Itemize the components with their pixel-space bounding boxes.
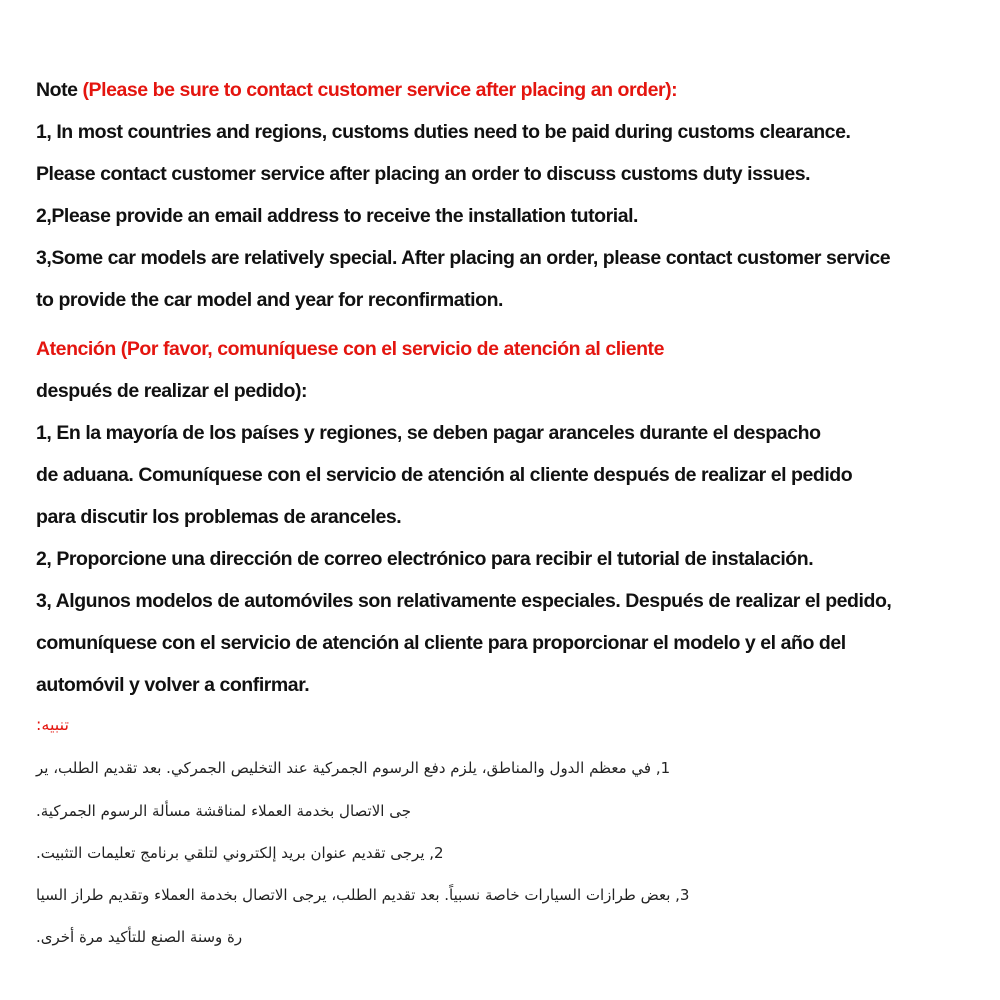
note-warning: (Please be sure to contact customer service after placing an order): xyxy=(77,79,678,101)
spanish-item-1-cont-b: para discutir los problemas de aranceles. xyxy=(36,506,402,528)
note-label: Note xyxy=(36,79,78,101)
arabic-item-2: 2, يرجى تقديم عنوان بريد إلكتروني لتلقي برنامج تعليمات التثبيت. xyxy=(36,844,444,862)
spanish-item-3-cont-a: comuníquese con el servicio de atención al cliente para proporcionar el modelo y el año del xyxy=(36,632,846,654)
arabic-item-3: 3, بعض طرازات السيارات خاصة نسبياً. بعد تقديم الطلب، يرجى الاتصال بخدمة العملاء وتقديم طراز السيا xyxy=(36,886,690,904)
spanish-heading: Atención (Por favor, comuníquese con el servicio de atención al cliente xyxy=(36,338,664,360)
english-item-1: 1, In most countries and regions, customs duties need to be paid during customs clearance. xyxy=(36,121,851,143)
arabic-item-1: 1, في معظم الدول والمناطق، يلزم دفع الرسوم الجمركية عند التخليص الجمركي. بعد تقديم الطلب، ير xyxy=(36,759,671,777)
english-item-3: 3,Some car models are relatively special. After placing an order, please contact customer service xyxy=(36,247,891,269)
arabic-item-1-cont: جى الاتصال بخدمة العملاء لمناقشة مسألة الرسوم الجمركية. xyxy=(36,802,411,820)
english-item-3-cont: to provide the car model and year for reconfirmation. xyxy=(36,289,504,311)
english-item-2: 2,Please provide an email address to receive the installation tutorial. xyxy=(36,205,639,227)
spanish-item-1: 1, En la mayoría de los países y regiones, se deben pagar aranceles durante el despacho xyxy=(36,422,821,444)
spanish-item-2: 2, Proporcione una dirección de correo electrónico para recibir el tutorial de instalación. xyxy=(36,548,814,570)
arabic-heading: تنبيه: xyxy=(36,715,69,734)
spanish-heading-cont: después de realizar el pedido): xyxy=(36,380,308,402)
arabic-item-3-cont: رة وسنة الصنع للتأكيد مرة أخرى. xyxy=(36,928,243,946)
spanish-item-1-cont-a: de aduana. Comuníquese con el servicio de atención al cliente después de realizar el pedido xyxy=(36,464,853,486)
english-note-heading xyxy=(36,78,677,102)
spanish-item-3: 3, Algunos modelos de automóviles son relativamente especiales. Después de realizar el pedido, xyxy=(36,590,892,612)
spanish-item-3-cont-b: automóvil y volver a confirmar. xyxy=(36,674,310,696)
english-item-1-cont: Please contact customer service after placing an order to discuss customs duty issues. xyxy=(36,163,811,185)
